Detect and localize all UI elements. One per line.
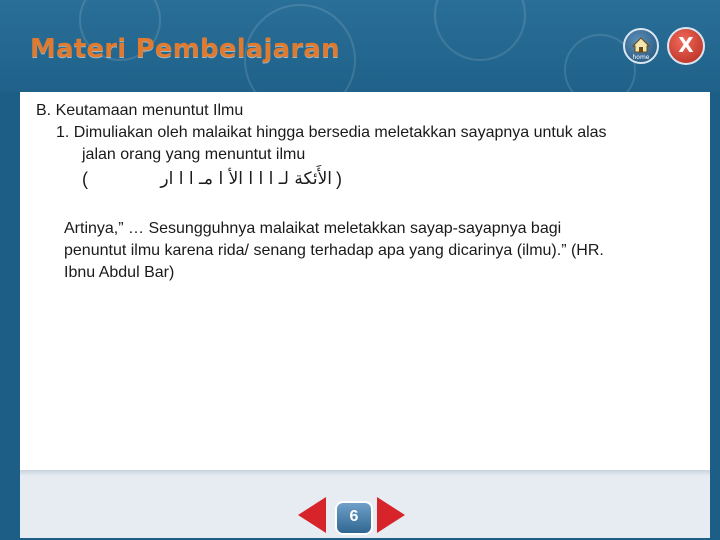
translation-line-1: Artinya,” … Sesungguhnya malaikat meletakkan sayap-sayapnya bagi [64,220,562,237]
arabic-quote: الأَئكة لـ ا ا ا الأ ا مـ ا ا ار [160,169,332,189]
home-icon [625,30,657,62]
page-number-badge [335,501,373,535]
home-label: home [632,54,650,61]
translation-line-2: penuntut ilmu karena rida/ senang terhadap apa yang dicarinya (ilmu).” (HR. [64,242,604,259]
close-button[interactable] [667,27,705,65]
point-1-line-1: 1. Dimuliakan oleh malaikat hingga bersedia meletakkan sayapnya untuk alas [56,124,607,141]
page-number: 6 [349,508,359,525]
arabic-paren-close: ) [336,169,342,189]
arrow-right-icon[interactable] [377,497,405,533]
page-title: Materi Pembelajaran [30,34,340,64]
arrow-left-icon[interactable] [298,497,326,533]
home-button[interactable] [623,28,659,64]
translation-line-3: Ibnu Abdul Bar) [64,264,175,281]
close-icon: X [678,33,694,57]
point-1-line-2: jalan orang yang menuntut ilmu [82,146,306,163]
arabic-paren-open: ( [82,169,88,189]
header-bar [0,0,720,92]
section-heading: B. Keutamaan menuntut Ilmu [36,102,244,119]
